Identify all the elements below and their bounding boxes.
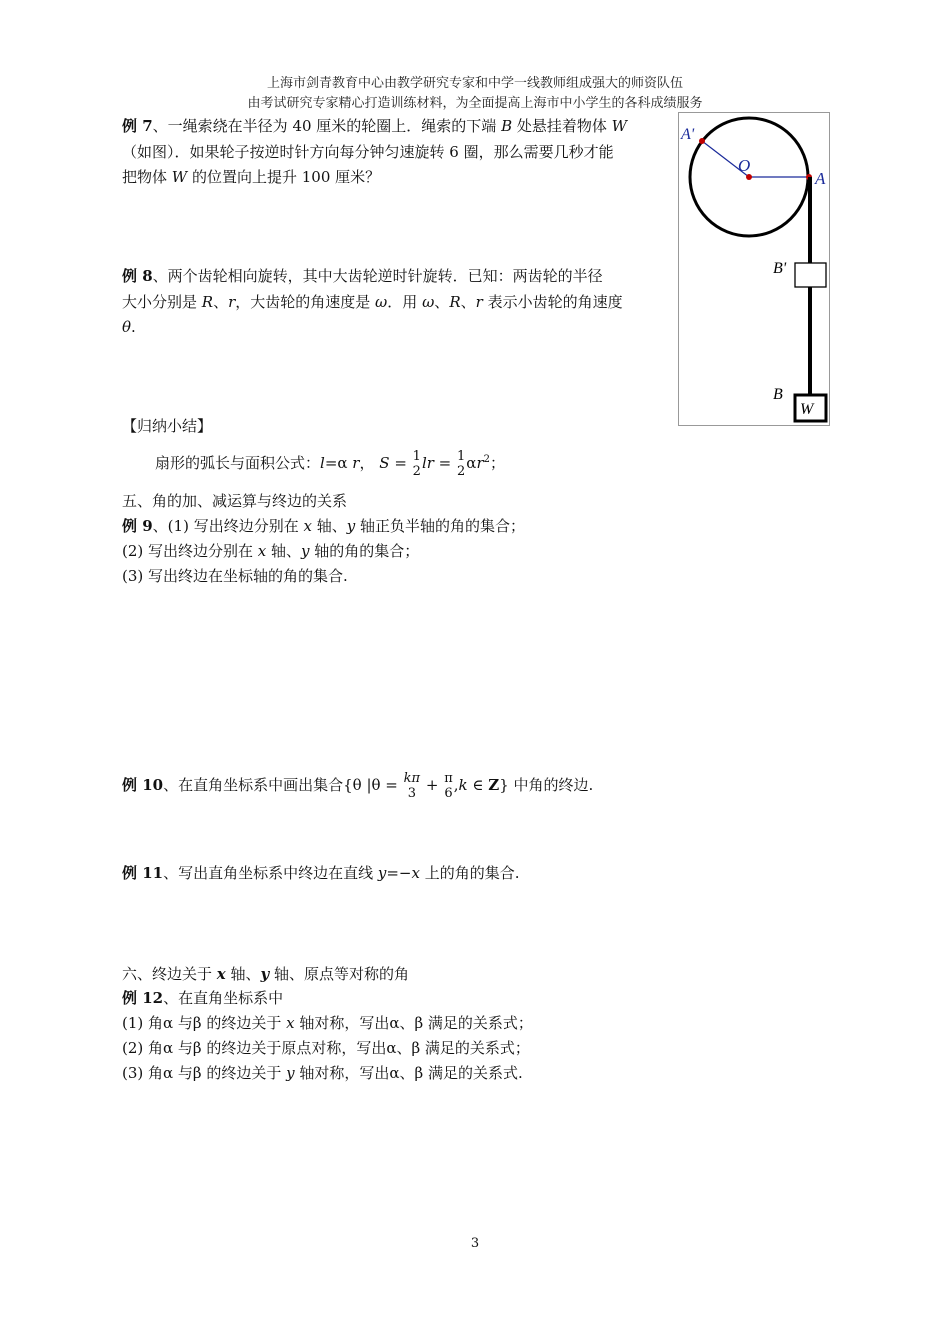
fraction-one-half-2: 1 2 [457, 449, 466, 479]
ex8-line-2: 大小分别是 R、r，大齿轮的角速度是 ω．用 ω、R、r 表示小齿轮的角速度 [122, 293, 623, 311]
fraction-k-pi-over-3: kπ 3 [403, 771, 421, 801]
section-6-title: 六、终边关于 x 轴、y 轴、原点等对称的角 [122, 965, 410, 983]
fraction-one-half: 1 2 [412, 449, 421, 479]
ex7-label: 例 7 [122, 117, 153, 135]
point-A-prime [699, 138, 705, 144]
ex10-label: 例 10 [122, 776, 164, 794]
ex7-line-1: 例 7、一绳索绕在半径为 40 厘米的轮圈上．绳索的下端 B 处悬挂着物体 W [122, 117, 628, 135]
ex10-line: 例 10、在直角坐标系中画出集合{θ |θ = kπ 3 + π 6 ,k ∈ Z} 中角的终边. [122, 771, 594, 801]
ex8-line-1: 例 8、两个齿轮相向旋转，其中大齿轮逆时针旋转．已知：两齿轮的半径 [122, 267, 603, 285]
summary-heading: 【归纳小结】 [122, 417, 213, 435]
section-5-title: 五、角的加、减运算与终边的关系 [122, 492, 348, 510]
ex8-label: 例 8 [122, 267, 153, 285]
ex12-label: 例 12 [122, 989, 164, 1007]
ex11-line: 例 11、写出直角坐标系中终边在直线 y=−x 上的角的集合. [122, 864, 520, 882]
ex7-line-2: （如图）．如果轮子按逆时针方向每分钟匀速旋转 6 圈，那么需要几秒才能 [122, 143, 614, 161]
ex12-line-2: (2) 角α 与β 的终边关于原点对称，写出α、β 满足的关系式； [122, 1039, 530, 1057]
pulley-figure [678, 112, 830, 426]
ex12-intro: 例 12、在直角坐标系中 [122, 989, 284, 1007]
ex11-label: 例 11 [122, 864, 164, 882]
label-B-prime: B' [773, 260, 787, 277]
header-line-1: 上海市剑青教育中心由教学研究专家和中学一线教师组成强大的师资队伍 [266, 76, 683, 91]
ex9-line-3: (3) 写出终边在坐标轴的角的集合. [122, 567, 348, 585]
ex9-line-2: (2) 写出终边分别在 x 轴、y 轴的角的集合； [122, 542, 420, 560]
label-W: W [800, 401, 814, 418]
ex12-line-1: (1) 角α 与β 的终边关于 x 轴对称，写出α、β 满足的关系式； [122, 1014, 533, 1032]
ex9-line-1: 例 9、(1) 写出终边分别在 x 轴、y 轴正负半轴的角的集合； [122, 517, 525, 535]
label-O: O [738, 156, 751, 175]
summary-formula: 扇形的弧长与面积公式：l=α r， S = 1 2 lr = 1 2 $\alpha r^2$； [155, 449, 505, 479]
ex7-line-3: 把物体 W 的位置向上提升 100 厘米？ [122, 168, 381, 186]
block-B-prime [795, 263, 826, 287]
header-line-2: 由考试研究专家精心打造训练材料，为全面提高上海市中小学生的各科成绩服务 [247, 96, 703, 111]
label-A: A [815, 169, 826, 188]
label-A-prime: A' [681, 126, 695, 143]
pulley-diagram [679, 113, 829, 425]
fraction-pi-over-6: π 6 [444, 771, 453, 801]
label-B: B [773, 386, 783, 403]
page-number: 3 [470, 1236, 480, 1251]
ex12-line-3: (3) 角α 与β 的终边关于 y 轴对称，写出α、β 满足的关系式. [122, 1064, 523, 1082]
ex9-label: 例 9 [122, 517, 153, 535]
ex8-line-3: θ. [122, 318, 136, 336]
